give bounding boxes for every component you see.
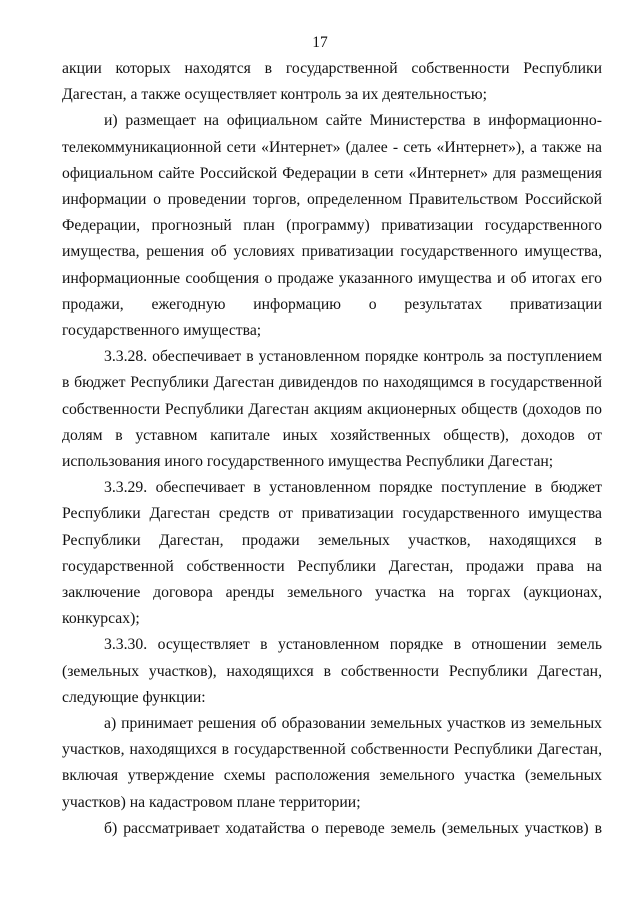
paragraph-3-3-30: 3.3.30. осуществляет в установленном порядке в отношении земель (земельных участков), находящихся в собственности Республики Дагестан, следующие функции: [62,636,602,706]
paragraph-continuation: акции которых находятся в государственной собственности Республики Дагестан, а также осуществляет контроль за их деятельностью; [62,60,602,104]
paragraph-3-3-28: 3.3.28. обеспечивает в установленном порядке контроль за поступлением в бюджет Республики Дагестан дивидендов по находящимся в государственной собственности Республики Дагестан акциям акционерных обществ (доходов по долям в уставном капитале иных хозяйственных обществ), доходов от использования иного государственного имущества Республики Дагестан; [62,348,602,471]
paragraph-item-a: а) принимает решения об образовании земельных участков из земельных участков, находящихся в государственной собственности Республики Дагестан, включая утверждение схемы расположения земельного участка (земельных участков) на кадастровом плане территории; [62,715,602,811]
document-body [62,56,602,842]
page-number: 17 [312,34,328,51]
paragraph-item-i: и) размещает на официальном сайте Министерства в информационно-телекоммуникационной сети «Интернет» (далее - сеть «Интернет»), а также на официальном сайте Российской Федерации в сети «Интернет» для размещения информации о проведении торгов, определенном Правительством Российской Федерации, прогнозный план (программу) приватизации государственного имущества, решения об условиях приватизации государственного имущества, информационные сообщения о продаже указанного имущества и об итогах его продажи, ежегодную информацию о результатах приватизации государственного имущества; [62,112,602,340]
paragraph-item-b: б) рассматривает ходатайства о переводе земель (земельных участков) в [104,819,602,837]
paragraph-3-3-29: 3.3.29. обеспечивает в установленном порядке поступление в бюджет Республики Дагестан средств от приватизации государственного имущества Республики Дагестан, продажи земельных участков, находящихся в государственной собственности Республики Дагестан, продажи права на заключение договора аренды земельного участка на торгах (аукционах, конкурсах); [62,479,602,628]
